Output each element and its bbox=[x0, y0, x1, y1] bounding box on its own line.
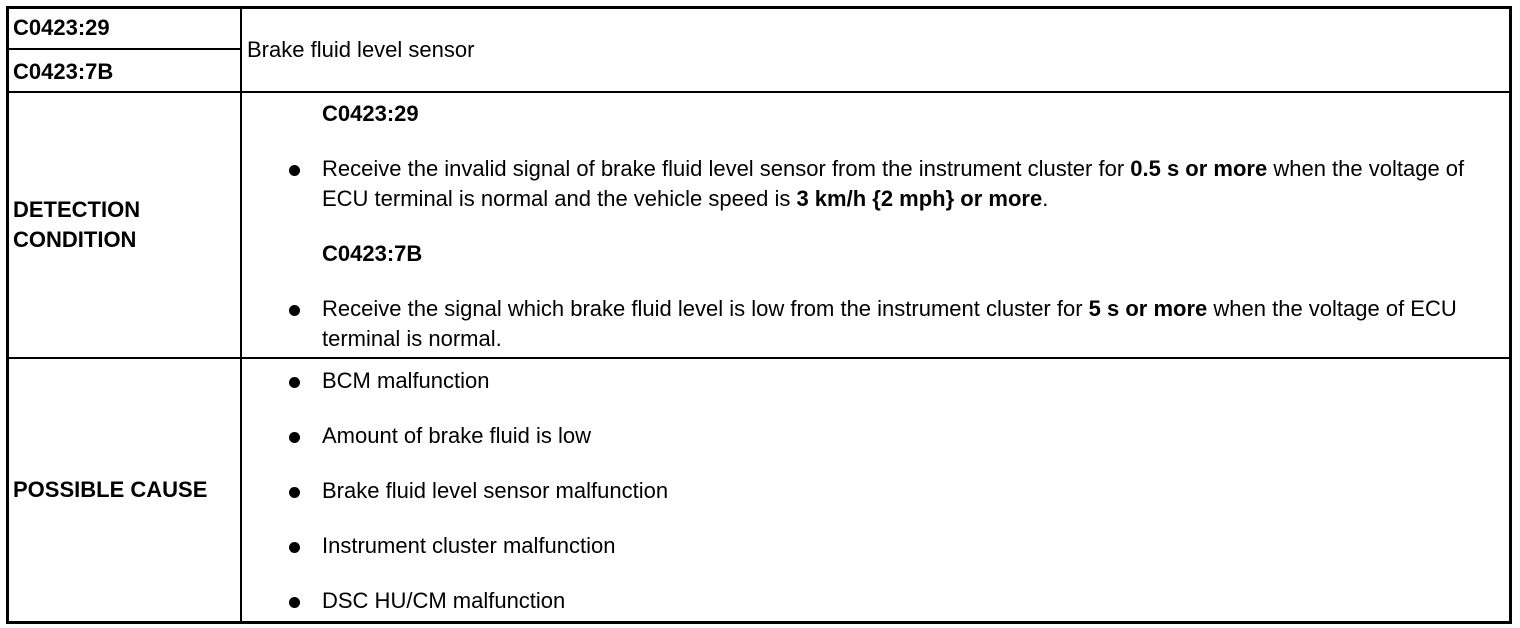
code-1: C0423:29 bbox=[13, 15, 110, 40]
dtc-table bbox=[6, 6, 1512, 624]
detection-subheading-7b: C0423:7B bbox=[322, 241, 423, 266]
detection-label-line2: CONDITION bbox=[13, 227, 137, 252]
cause-item: Instrument cluster malfunction bbox=[322, 533, 616, 558]
cause-item: DSC HU/CM malfunction bbox=[322, 588, 566, 613]
row-divider-header bbox=[9, 91, 1509, 93]
cause-item: Amount of brake fluid is low bbox=[322, 423, 592, 448]
possible-cause-label: POSSIBLE CAUSE bbox=[13, 477, 208, 502]
detection-subheading-29: C0423:29 bbox=[322, 101, 419, 126]
bullet-icon bbox=[289, 487, 300, 498]
bullet-icon bbox=[289, 597, 300, 608]
bullet-icon bbox=[289, 305, 300, 316]
cause-item: Brake fluid level sensor malfunction bbox=[322, 478, 669, 503]
detection-text-7b: Receive the signal which brake fluid level is low from the instrument cluster for 5 s or more when the voltage of ECU terminal is normal. bbox=[322, 296, 1457, 351]
code-2: C0423:7B bbox=[13, 59, 114, 84]
column-divider bbox=[240, 9, 242, 621]
bullet-icon bbox=[289, 377, 300, 388]
bullet-icon bbox=[289, 432, 300, 443]
detection-label-line1: DETECTION bbox=[13, 197, 141, 222]
cause-item: BCM malfunction bbox=[322, 368, 490, 393]
detection-text-29: Receive the invalid signal of brake fluid level sensor from the instrument cluster for 0.5 s or more when the voltage of ECU terminal is normal and the vehicle speed is 3 km/h {2 mph} or more. bbox=[322, 156, 1465, 211]
bullet-icon bbox=[289, 165, 300, 176]
row-divider-detection bbox=[9, 357, 1509, 359]
code-description: Brake fluid level sensor bbox=[247, 37, 475, 62]
bullet-icon bbox=[289, 542, 300, 553]
code-row-divider bbox=[9, 48, 240, 50]
